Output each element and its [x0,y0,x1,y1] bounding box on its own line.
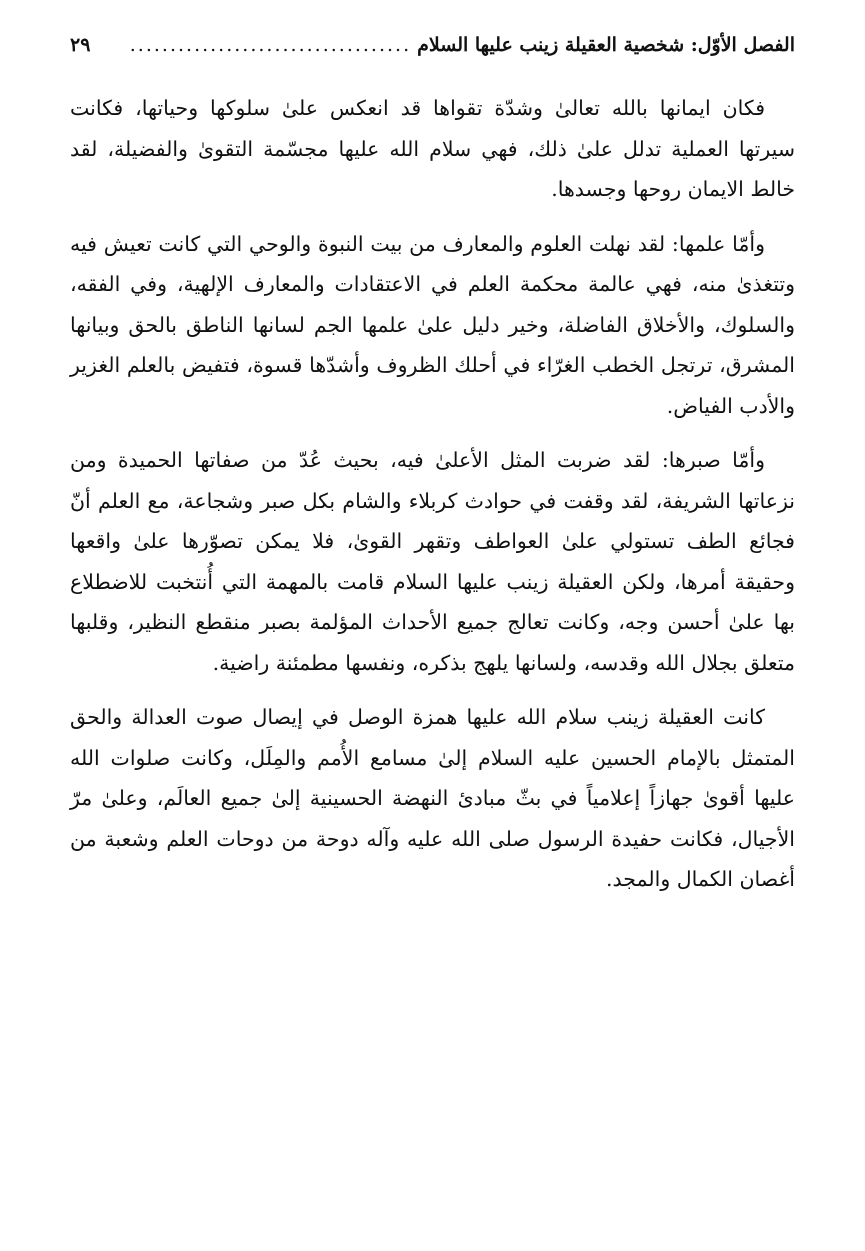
paragraph-patience: وأمّا صبرها: لقد ضربت المثل الأعلىٰ فيه، بحيث عُدّ من صفاتها الحميدة ومن نزعاتها الشريفة، لقد وقفت في حوادث كربلاء والشام بكل صبر وشجاعة، مع العلم أنّ فجائع الطف تستولي علىٰ العواطف وتقهر القوىٰ، فلا يمكن تصوّرها علىٰ واقعها وحقيقة أمرها، ولكن العقيلة زينب عليها السلام قامت بالمهمة التي أُنتخبت للاضطلاع بها علىٰ أحسن وجه، وكانت تعالج جميع الأحداث المؤلمة بصبر منقطع النظير، وقلبها متعلق بجلال الله وقدسه، ولسانها يلهج بذكره، ونفسها مطمئنة راضية. [70,448,795,675]
body-text [70,88,795,914]
page-number: ٢٩ [70,34,91,56]
running-title: الفصل الأوّل: شخصية العقيلة زينب عليها السلام [417,34,795,56]
paragraph-voice-of-justice: كانت العقيلة زينب سلام الله عليها همزة الوصل في إيصال صوت العدالة والحق المتمثل بالإمام الحسين عليه السلام إلىٰ مسامع الأُمم والمِلَل، وكانت صلوات الله عليها أقوىٰ جهازاً إعلامياً في بثّ مبادئ النهضة الحسينية إلىٰ جميع العالَم، وعلىٰ مرّ الأجيال، فكانت حفيدة الرسول صلى الله عليه وآله دوحة من دوحات العلم وشعبة من أغصان الكمال والمجد. [70,705,795,891]
paragraph-faith: فكان ايمانها بالله تعالىٰ وشدّة تقواها قد انعكس علىٰ سلوكها وحياتها، فكانت سيرتها العملية تدلل علىٰ ذلك، فهي سلام الله عليها مجسّمة التقوىٰ والفضيلة، لقد خالط الايمان روحها وجسدها. [70,96,795,201]
paragraph-knowledge: وأمّا علمها: لقد نهلت العلوم والمعارف من بيت النبوة والوحي التي كانت تعيش فيه وتتغذىٰ منه، فهي عالمة محكمة العلم في الاعتقادات والمعارف الإلهية، وفي الفقه، والسلوك، والأخلاق الفاضلة، وخير دليل علىٰ علمها الجم لسانها الناطق بالحق وبيانها المشرق، ترتجل الخطب الغرّاء في أحلك الظروف وأشدّها قسوة، فتفيض بالعلم الغزير والأدب الفياض. [70,231,795,418]
leader-dots: ................................... [129,34,412,56]
page-header [70,34,795,64]
